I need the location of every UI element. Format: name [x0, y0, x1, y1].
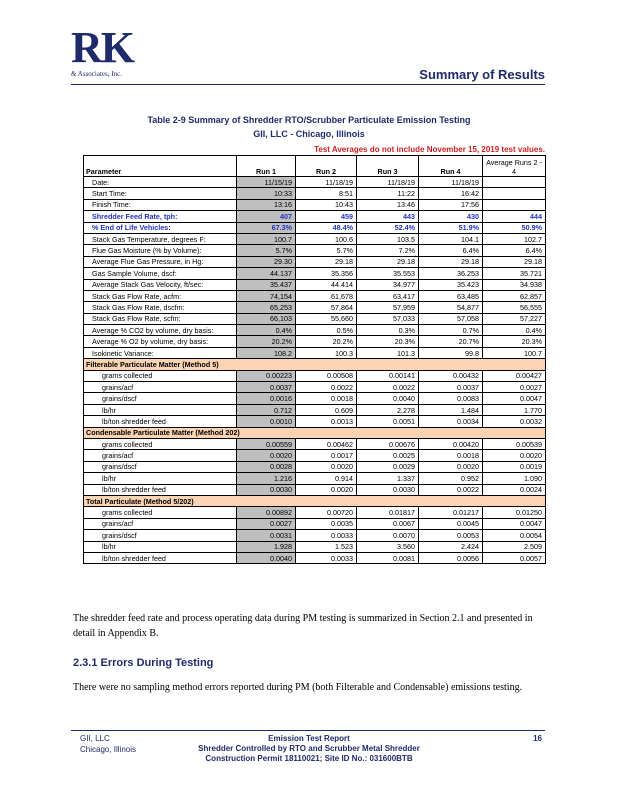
table-row — [84, 325, 546, 336]
table-cell: 57,959 — [357, 302, 419, 313]
table-cell: 0.0024 — [483, 484, 546, 495]
table-row — [84, 450, 546, 461]
table-cell: 0.0027 — [237, 518, 296, 529]
table-row — [84, 552, 546, 563]
table-cell: 54,877 — [419, 302, 483, 313]
table-cell — [483, 177, 546, 188]
row-label: grains/dscf — [84, 530, 237, 541]
table-cell: 0.0028 — [237, 461, 296, 472]
table-cell: 103.5 — [357, 233, 419, 244]
row-label: Gas Sample Volume, dscf: — [84, 268, 237, 279]
table-cell: 0.0070 — [357, 530, 419, 541]
table-cell: 20.7% — [419, 336, 483, 347]
table-row — [84, 233, 546, 244]
row-label: lb/ton shredder feed — [84, 552, 237, 563]
table-cell: 0.0022 — [419, 484, 483, 495]
table-cell: 11/18/19 — [296, 177, 357, 188]
table-row — [84, 530, 546, 541]
table-cell: 10:33 — [237, 188, 296, 199]
table-row — [84, 347, 546, 358]
table-cell: 56,555 — [483, 302, 546, 313]
table-cell: 7.2% — [357, 245, 419, 256]
table-cell: 0.0029 — [357, 461, 419, 472]
logo-subtext: & Associates, Inc. — [71, 70, 122, 78]
table-cell: 0.0013 — [296, 416, 357, 427]
table-row — [84, 473, 546, 484]
table-cell: 52.4% — [357, 222, 419, 233]
section-title: Total Particulate (Method 5/202) — [84, 495, 546, 506]
table-cell: 0.0019 — [483, 461, 546, 472]
row-label: grains/dscf — [84, 393, 237, 404]
row-label: lb/hr — [84, 541, 237, 552]
table-cell: 20.3% — [483, 336, 546, 347]
table-cell: 0.0035 — [296, 518, 357, 529]
table-cell: 0.4% — [483, 325, 546, 336]
table-cell: 2.278 — [357, 404, 419, 415]
table-cell: 0.0047 — [483, 393, 546, 404]
table-cell: 0.0030 — [237, 484, 296, 495]
table-row — [84, 245, 546, 256]
table-cell: 0.0030 — [357, 484, 419, 495]
table-row — [84, 256, 546, 267]
table-cell: 35.356 — [296, 268, 357, 279]
table-row — [84, 507, 546, 518]
table-cell: 459 — [296, 211, 357, 222]
table-cell: 57,227 — [483, 313, 546, 324]
table-cell: 0.0040 — [357, 393, 419, 404]
table-cell: 0.712 — [237, 404, 296, 415]
table-row — [84, 302, 546, 313]
table-cell: 0.0056 — [419, 552, 483, 563]
table-cell: 0.0018 — [419, 450, 483, 461]
table-cell: 102.7 — [483, 233, 546, 244]
table-cell: 8:51 — [296, 188, 357, 199]
table-cell: 1.523 — [296, 541, 357, 552]
row-label: grains/acf — [84, 518, 237, 529]
table-row — [84, 416, 546, 427]
table-cell: 100.6 — [296, 233, 357, 244]
row-label: grams collected — [84, 507, 237, 518]
table-cell: 0.00559 — [237, 438, 296, 449]
table-subcaption: GII, LLC - Chicago, Illinois — [253, 129, 365, 139]
table-cell: 108.2 — [237, 347, 296, 358]
table-cell: 0.0033 — [296, 530, 357, 541]
table-cell: 0.0045 — [419, 518, 483, 529]
table-cell: 0.0010 — [237, 416, 296, 427]
row-label: Date: — [84, 177, 237, 188]
table-cell: 0.0047 — [483, 518, 546, 529]
table-cell: 29.30 — [237, 256, 296, 267]
row-label: lb/ton shredder feed — [84, 416, 237, 427]
table-cell: 0.0083 — [419, 393, 483, 404]
table-cell: 0.0018 — [296, 393, 357, 404]
table-cell: 29.18 — [357, 256, 419, 267]
row-label: grains/acf — [84, 450, 237, 461]
footer-report-title: Emission Test Report — [268, 734, 350, 743]
column-header: Run 3 — [357, 156, 419, 177]
table-cell: 0.0081 — [357, 552, 419, 563]
table-cell: 13:16 — [237, 199, 296, 210]
section-title: Summary of Results — [419, 67, 545, 82]
table-cell: 1.484 — [419, 404, 483, 415]
table-cell: 0.00676 — [357, 438, 419, 449]
table-row — [84, 382, 546, 393]
table-cell: 0.0034 — [419, 416, 483, 427]
table-cell: 35.423 — [419, 279, 483, 290]
table-cell: 67.3% — [237, 222, 296, 233]
table-cell: 2.424 — [419, 541, 483, 552]
table-cell: 44.137 — [237, 268, 296, 279]
table-row — [84, 199, 546, 210]
section-header-row — [84, 427, 546, 438]
table-cell: 0.00892 — [237, 507, 296, 518]
table-cell: 0.5% — [296, 325, 357, 336]
table-cell: 63,417 — [357, 290, 419, 301]
table-cell: 0.0067 — [357, 518, 419, 529]
table-cell — [483, 199, 546, 210]
table-cell: 0.0020 — [296, 484, 357, 495]
table-cell: 6.4% — [419, 245, 483, 256]
table-cell: 51.9% — [419, 222, 483, 233]
table-cell: 11/18/19 — [357, 177, 419, 188]
table-cell: 0.01250 — [483, 507, 546, 518]
footer-location: Chicago, Illinois — [80, 745, 137, 754]
table-cell: 35.553 — [357, 268, 419, 279]
table-cell: 1.216 — [237, 473, 296, 484]
table-row — [84, 484, 546, 495]
table-cell: 61,678 — [296, 290, 357, 301]
row-label: Start Time: — [84, 188, 237, 199]
table-cell: 99.8 — [419, 347, 483, 358]
column-header: Run 2 — [296, 156, 357, 177]
table-cell: 2.509 — [483, 541, 546, 552]
table-cell: 5.7% — [296, 245, 357, 256]
row-label: Average Flue Gas Pressure, in Hg: — [84, 256, 237, 267]
table-cell: 0.0020 — [483, 450, 546, 461]
table-cell: 407 — [237, 211, 296, 222]
table-cell: 0.0016 — [237, 393, 296, 404]
row-label: lb/ton shredder feed — [84, 484, 237, 495]
table-cell: 16:42 — [419, 188, 483, 199]
footer-permit: Construction Permit 18110021; Site ID No.: 031600BTB — [205, 754, 413, 763]
table-cell: 0.0031 — [237, 530, 296, 541]
row-label: grains/dscf — [84, 461, 237, 472]
table-cell: 0.00141 — [357, 370, 419, 381]
table-cell: 0.0020 — [237, 450, 296, 461]
table-cell: 1.928 — [237, 541, 296, 552]
table-cell: 5.7% — [237, 245, 296, 256]
section-title: Condensable Particulate Matter (Method 202) — [84, 427, 546, 438]
table-cell: 66,103 — [237, 313, 296, 324]
row-label: Average % CO2 by volume, dry basis: — [84, 325, 237, 336]
table-row — [84, 438, 546, 449]
table-cell: 17:56 — [419, 199, 483, 210]
table-row — [84, 211, 546, 222]
table-cell: 0.914 — [296, 473, 357, 484]
row-label: grams collected — [84, 370, 237, 381]
row-label: Average % O2 by volume, dry basis: — [84, 336, 237, 347]
table-cell: 100.7 — [483, 347, 546, 358]
table-caption: Table 2-9 Summary of Shredder RTO/Scrubber Particulate Emission Testing — [147, 115, 471, 125]
table-cell: 50.9% — [483, 222, 546, 233]
table-cell: 10:43 — [296, 199, 357, 210]
table-cell: 29.18 — [419, 256, 483, 267]
table-row — [84, 279, 546, 290]
table-cell: 0.01817 — [357, 507, 419, 518]
row-label: Shredder Feed Rate, tph: — [84, 211, 237, 222]
row-label: Stack Gas Flow Rate, dscfm: — [84, 302, 237, 313]
row-label: Flue Gas Moisture (% by Volume): — [84, 245, 237, 256]
table-cell: 0.00432 — [419, 370, 483, 381]
table-cell: 0.0057 — [483, 552, 546, 563]
table-cell: 6.4% — [483, 245, 546, 256]
table-cell — [483, 188, 546, 199]
table-cell: 0.0054 — [483, 530, 546, 541]
table-cell: 0.0017 — [296, 450, 357, 461]
table-cell: 0.609 — [296, 404, 357, 415]
table-cell: 0.952 — [419, 473, 483, 484]
page-number: 16 — [533, 734, 542, 743]
table-cell: 29.18 — [296, 256, 357, 267]
table-cell: 13:46 — [357, 199, 419, 210]
row-label: Stack Gas Flow Rate, acfm: — [84, 290, 237, 301]
table-cell: 57,033 — [357, 313, 419, 324]
section-title: Filterable Particulate Matter (Method 5) — [84, 359, 546, 370]
table-cell: 65,253 — [237, 302, 296, 313]
table-cell: 0.0040 — [237, 552, 296, 563]
table-row — [84, 541, 546, 552]
table-cell: 0.0037 — [237, 382, 296, 393]
row-label: grains/acf — [84, 382, 237, 393]
table-cell: 430 — [419, 211, 483, 222]
column-header: Run 4 — [419, 156, 483, 177]
table-row — [84, 290, 546, 301]
table-cell: 0.00508 — [296, 370, 357, 381]
table-row — [84, 222, 546, 233]
table-cell: 444 — [483, 211, 546, 222]
table-cell: 62,857 — [483, 290, 546, 301]
table-cell: 11/18/19 — [419, 177, 483, 188]
logo-text: RK — [71, 23, 133, 72]
table-cell: 3.560 — [357, 541, 419, 552]
table-row — [84, 336, 546, 347]
table-cell: 20.2% — [296, 336, 357, 347]
table-row — [84, 370, 546, 381]
table-row — [84, 393, 546, 404]
row-label: Finish Time: — [84, 199, 237, 210]
table-cell: 0.00462 — [296, 438, 357, 449]
table-cell: 44.414 — [296, 279, 357, 290]
table-row — [84, 268, 546, 279]
table-cell: 20.2% — [237, 336, 296, 347]
table-cell: 104.1 — [419, 233, 483, 244]
table-cell: 0.0037 — [419, 382, 483, 393]
table-cell: 1.770 — [483, 404, 546, 415]
table-row — [84, 404, 546, 415]
table-cell: 0.0053 — [419, 530, 483, 541]
table-cell: 100.3 — [296, 347, 357, 358]
company-logo — [71, 23, 135, 84]
table-cell: 0.0022 — [357, 382, 419, 393]
table-cell: 101.3 — [357, 347, 419, 358]
table-cell: 0.00539 — [483, 438, 546, 449]
table-cell: 0.7% — [419, 325, 483, 336]
results-table — [83, 155, 546, 564]
table-cell: 0.0022 — [296, 382, 357, 393]
table-note: Test Averages do not include November 15, 2019 test values. — [314, 145, 545, 154]
table-cell: 100.7 — [237, 233, 296, 244]
row-label: grams collected — [84, 438, 237, 449]
table-cell: 29.18 — [483, 256, 546, 267]
table-cell: 55,660 — [296, 313, 357, 324]
table-cell: 0.00720 — [296, 507, 357, 518]
table-cell: 0.0051 — [357, 416, 419, 427]
column-header: Parameter — [84, 156, 237, 177]
table-cell: 0.00427 — [483, 370, 546, 381]
table-cell: 0.0020 — [419, 461, 483, 472]
table-cell: 0.00420 — [419, 438, 483, 449]
column-header: Average Runs 2 - 4 — [483, 156, 546, 177]
table-cell: 74,154 — [237, 290, 296, 301]
row-label: lb/hr — [84, 404, 237, 415]
table-cell: 1.337 — [357, 473, 419, 484]
table-cell: 0.0032 — [483, 416, 546, 427]
table-cell: 0.00223 — [237, 370, 296, 381]
table-cell: 35.437 — [237, 279, 296, 290]
table-cell: 63,485 — [419, 290, 483, 301]
table-cell: 0.01217 — [419, 507, 483, 518]
row-label: Stack Gas Flow Rate, scfm: — [84, 313, 237, 324]
table-cell: 1.090 — [483, 473, 546, 484]
table-row — [84, 461, 546, 472]
row-label: lb/hr — [84, 473, 237, 484]
table-row — [84, 177, 546, 188]
table-cell: 0.3% — [357, 325, 419, 336]
row-label: Isokinetic Variance: — [84, 347, 237, 358]
table-row — [84, 313, 546, 324]
footer-divider — [71, 730, 545, 731]
table-cell: 34.977 — [357, 279, 419, 290]
footer-company: GII, LLC — [80, 734, 110, 743]
table-cell: 35.721 — [483, 268, 546, 279]
table-cell: 0.0025 — [357, 450, 419, 461]
header-divider — [71, 84, 545, 85]
row-label: Average Stack Gas Velocity, ft/sec: — [84, 279, 237, 290]
table-cell: 11:22 — [357, 188, 419, 199]
table-cell: 11/15/19 — [237, 177, 296, 188]
table-cell: 57,058 — [419, 313, 483, 324]
row-label: % End of Life Vehicles: — [84, 222, 237, 233]
section-header-row — [84, 359, 546, 370]
table-cell: 0.0027 — [483, 382, 546, 393]
body-paragraph-2: There were no sampling method errors reported during PM (both Filterable and Condensable) emissions testing. — [73, 682, 523, 693]
footer-report-subtitle: Shredder Controlled by RTO and Scrubber Metal Shredder — [198, 744, 420, 753]
section-header-row — [84, 495, 546, 506]
body-paragraph-1: The shredder feed rate and process operating data during PM testing is summarized in Section 2.1 and presented in detail in Appendix B. — [73, 613, 533, 639]
row-label: Stack Gas Temperature, degrees F: — [84, 233, 237, 244]
table-cell: 0.0033 — [296, 552, 357, 563]
table-cell: 0.0020 — [296, 461, 357, 472]
table-row — [84, 518, 546, 529]
column-header: Run 1 — [237, 156, 296, 177]
table-cell: 34.938 — [483, 279, 546, 290]
table-cell: 57,864 — [296, 302, 357, 313]
table-cell: 36.253 — [419, 268, 483, 279]
table-cell: 0.4% — [237, 325, 296, 336]
table-cell: 443 — [357, 211, 419, 222]
table-cell: 48.4% — [296, 222, 357, 233]
table-header-row — [84, 156, 546, 177]
table-row — [84, 188, 546, 199]
subsection-heading: 2.3.1 Errors During Testing — [73, 657, 214, 669]
table-cell: 20.3% — [357, 336, 419, 347]
